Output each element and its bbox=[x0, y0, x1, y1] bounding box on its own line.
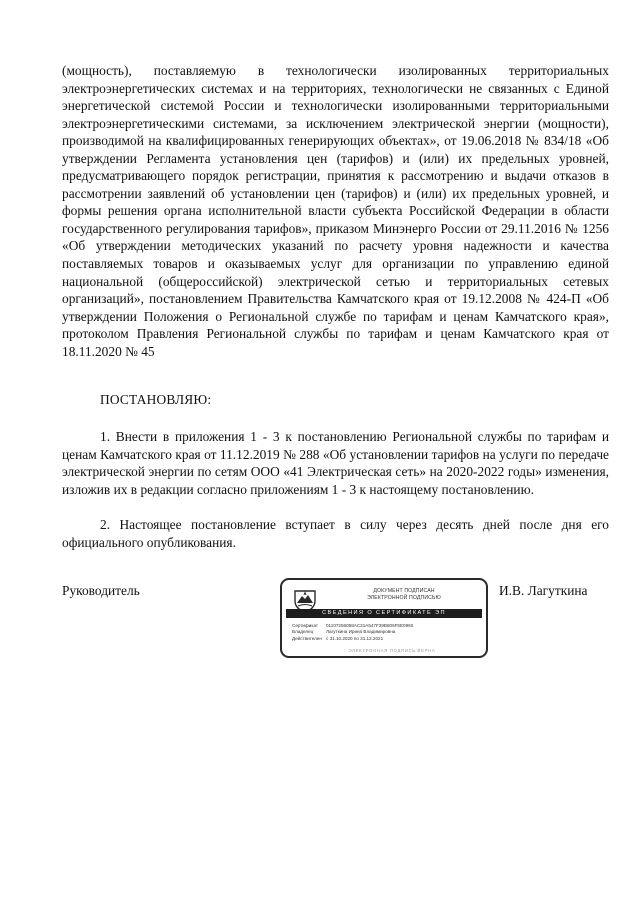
stamp-footer: ЭЛЕКТРОННАЯ ПОДПИСЬ ВЕРНА bbox=[348, 648, 436, 653]
stamp-row-key: Сертификат bbox=[292, 623, 319, 628]
resolution-item-1: 1. Внести в приложения 1 - 3 к постановлению Региональной службы по тарифам и ценам Камчатского края от 11.12.2019 № 288 «Об установлении тарифов на услуги по передаче электрической энергии по сетям ООО «41 Электрическая сеть» на 2020-2022 годы» изменения, изложив их в редакции согласно приложениям 1 - 3 к настоящему постановлению. bbox=[62, 429, 609, 497]
signer-name: И.В. Лагуткина bbox=[499, 583, 588, 598]
stamp-row-value: Лагуткина Ирина Владимировна bbox=[326, 629, 396, 635]
stamp-certificate-details bbox=[292, 623, 482, 642]
stamp-header-line-1: ДОКУМЕНТ ПОДПИСАН bbox=[373, 588, 435, 594]
intro-paragraph: (мощность), поставляемую в технологически изолированных территориальных электроэнергетических системах и на территориях, технологически не связанных с Единой энергетической системой России и технологически изолированными территориальными электроэнергетическими системами, за исключением электрической энергии (мощности), производимой на квалифицированных генерирующих объектах», от 19.06.2018 № 834/18 «Об утверждении Регламента установления цен (тарифов) и (или) их предельных уровней, предусматривающего порядок регистрации, принятия к рассмотрению и выдачи отказов в рассмотрении заявлений об установлении цен (тарифов) и (или) их предельных уровней, и формы решения органа исполнительной власти субъекта Российской Федерации в области государственного регулирования тарифов», приказом Минэнерго России от 29.11.2016 № 1256 «Об утверждении методических указаний по расчету уровня надежности и качества поставляемых товаров и оказываемых услуг для организации по управлению единой национальной (общероссийской) электрической сетью и территориальных сетевых организаций», постановлением Правительства Камчатского края от 19.12.2008 № 424-П «Об утверждении Положения о Региональной службе по тарифам и ценам Камчатского края», протоколом Правления Региональной службы по тарифам и ценам Камчатского края от 18.11.2020 № 45 bbox=[62, 63, 609, 359]
stamp-row-validity bbox=[292, 636, 482, 642]
stamp-row-key: Действителен bbox=[292, 635, 322, 641]
resolution-item-2: 2. Настоящее постановление вступает в силу через десять дней после дня его официального опубликования. bbox=[62, 517, 609, 550]
stamp-row-value: 01107256058AC31A547F39B806F5E0960 bbox=[326, 623, 414, 628]
electronic-signature-stamp bbox=[280, 578, 488, 658]
stamp-row-key: Владелец bbox=[292, 629, 314, 635]
resolve-heading: ПОСТАНОВЛЯЮ: bbox=[100, 392, 212, 407]
stamp-row-value: с 31.10.2020 по 31.12.2021 bbox=[326, 635, 384, 641]
stamp-header bbox=[328, 588, 480, 601]
signer-title: Руководитель bbox=[62, 583, 140, 598]
stamp-certificate-bar: СВЕДЕНИЯ О СЕРТИФИКАТЕ ЭП bbox=[286, 609, 482, 618]
stamp-header-line-2: ЭЛЕКТРОННОЙ ПОДПИСЬЮ bbox=[367, 594, 441, 601]
